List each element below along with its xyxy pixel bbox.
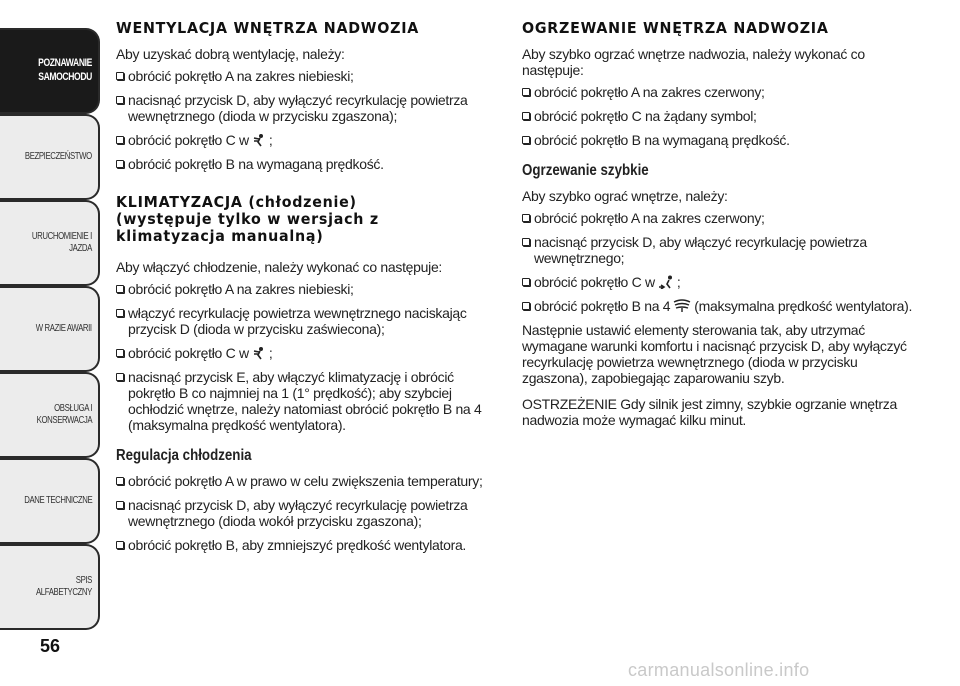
airflow-face-icon [252,133,266,147]
list-item-text-post: ; [676,274,681,290]
list-item-text: obrócić pokrętło B na wymaganą prędkość. [534,132,790,148]
list-item-text-pre: obrócić pokrętło B na 4 [534,298,671,314]
list-item-text: włączyć recyrkulację powietrza wewnętrznego naciskając przycisk D (dioda w przycisku zaświecona); [128,305,467,337]
airflow-feet-icon [658,275,674,289]
checkbox-bullet-icon [116,136,124,144]
tab-label: OBSŁUGA I KONSERWACJA [36,402,92,426]
list-item-text [534,298,922,314]
tab-label: DANE TECHNICZNE [23,494,92,506]
subsection-title-fast-heating: Ogrzewanie szybkie [522,162,649,179]
section-title-heating: OGRZEWANIE WNĘTRZA NADWOZIA [522,19,829,37]
checkbox-bullet-icon [522,278,530,286]
section-title-ac [116,194,464,245]
tab-dane-techniczne[interactable] [0,458,100,544]
list-item-text [128,132,494,148]
checkbox-bullet-icon [522,302,530,310]
watermark: carmanualsonline.info [628,660,810,680]
list-item [116,473,494,489]
subsection-title-cooling: Regulacja chłodzenia [116,447,252,464]
list-item-text: nacisnąć przycisk E, aby włączyć klimatyzację i obrócić pokrętło B co najmniej na 1 (1° prędkość); aby szybciej ochłodzić wnętrze, należy natomiast obrócić pokrętło B na 4 (maksymalna prędkość wentylatora). [128,369,482,433]
list-item-text: nacisnąć przycisk D, aby włączyć recyrkulację powietrza wewnętrznego; [534,234,867,266]
tab-poznawanie-samochodu[interactable] [0,28,100,114]
checkbox-bullet-icon [116,96,124,104]
list-item-text: obrócić pokrętło A na zakres niebieski; [128,281,354,297]
tab-label: POZNAWANIE SAMOCHODU [38,57,92,83]
list-item [116,281,494,297]
fast-heating-followup: Następnie ustawić elementy sterowania tak, aby utrzymać wymagane warunki komfortu i nacisnąć przycisk D, aby wyłączyć recyrkulację powietrza wewnętrznego (dioda w przycisku zgaszona), zapobiegając zaparowaniu szyb. [522,322,907,386]
list-item-text: obrócić pokrętło C na żądany symbol; [534,108,757,124]
tab-uruchomienie-i-jazda[interactable] [0,200,100,286]
list-item [522,234,922,266]
section-title-line: klimatyzacja manualną) [116,227,324,245]
checkbox-bullet-icon [116,72,124,80]
checkbox-bullet-icon [116,541,124,549]
checkbox-bullet-icon [522,88,530,96]
list-item-text-post: (maksymalna prędkość wentylatora). [694,298,913,314]
checkbox-bullet-icon [522,136,530,144]
list-item [116,345,494,361]
list-item [522,298,922,314]
list-item [116,497,494,529]
tab-obsluga-i-konserwacja[interactable] [0,372,100,458]
ventilation-intro: Aby uzyskać dobrą wentylację, należy: [116,46,345,62]
list-item-text: obrócić pokrętło A na zakres niebieski; [128,68,354,84]
list-item-text: obrócić pokrętło A w prawo w celu zwiększenia temperatury; [128,473,483,489]
checkbox-bullet-icon [116,160,124,168]
checkbox-bullet-icon [116,501,124,509]
checkbox-bullet-icon [116,309,124,317]
right-column [522,20,922,434]
ac-intro: Aby włączyć chłodzenie, należy wykonać co następuje: [116,259,443,275]
checkbox-bullet-icon [522,214,530,222]
list-item [116,132,494,148]
checkbox-bullet-icon [116,349,124,357]
tab-w-razie-awarii[interactable] [0,286,100,372]
list-item [116,68,494,84]
tab-bezpieczenstwo[interactable] [0,114,100,200]
list-item [522,274,922,290]
tab-label: SPIS ALFABETYCZNY [35,574,92,598]
list-item [116,92,494,124]
warning-note: OSTRZEŻENIE Gdy silnik jest zimny, szybkie ogrzanie wnętrza nadwozia może wymagać kilku minut. [522,396,897,428]
list-item [522,132,922,148]
list-item [116,305,494,337]
tab-spis-alfabetyczny[interactable] [0,544,100,630]
list-item-text-pre: obrócić pokrętło C w [128,345,249,361]
tab-label: BEZPIECZEŃSTWO [25,150,92,162]
tab-label: URUCHOMIENIE I JAZDA [32,230,92,254]
list-item [522,108,922,124]
checkbox-bullet-icon [522,112,530,120]
list-item-text [534,274,922,290]
tab-label: W RAZIE AWARII [36,322,92,334]
section-title-line: (występuje tylko w wersjach z [116,210,379,228]
list-item-text: obrócić pokrętło A na zakres czerwony; [534,210,765,226]
list-item-text: obrócić pokrętło B, aby zmniejszyć prędkość wentylatora. [128,537,467,553]
list-item-text-post: ; [268,132,273,148]
checkbox-bullet-icon [522,238,530,246]
list-item-text [128,345,494,361]
checkbox-bullet-icon [116,477,124,485]
list-item [116,369,494,433]
list-item-text-pre: obrócić pokrętło C w [128,132,249,148]
checkbox-bullet-icon [116,285,124,293]
list-item [522,84,922,100]
list-item-text-post: ; [268,345,273,361]
section-title-line: KLIMATYZACJA (chłodzenie) [116,193,357,211]
heating-intro: Aby szybko ogrzać wnętrze nadwozia, należy wykonać co następuje: [522,46,865,78]
section-title-ventilation: WENTYLACJA WNĘTRZA NADWOZIA [116,19,420,37]
page-number: 56 [40,636,61,656]
left-column [116,20,494,561]
list-item-text: nacisnąć przycisk D, aby wyłączyć recyrkulację powietrza wewnętrznego (dioda wokół przycisku zgaszona); [128,497,468,529]
list-item-text: obrócić pokrętło A na zakres czerwony; [534,84,765,100]
airflow-face-icon [252,346,266,360]
list-item-text: nacisnąć przycisk D, aby wyłączyć recyrkulację powietrza wewnętrznego (dioda w przycisku zgaszona); [128,92,468,124]
list-item [116,156,494,172]
list-item [116,537,494,553]
fan-speed-icon [673,299,691,313]
list-item-text-pre: obrócić pokrętło C w [534,274,655,290]
list-item [522,210,922,226]
list-item-text: obrócić pokrętło B na wymaganą prędkość. [128,156,384,172]
fast-heating-intro: Aby szybko ograć wnętrze, należy: [522,188,728,204]
checkbox-bullet-icon [116,373,124,381]
